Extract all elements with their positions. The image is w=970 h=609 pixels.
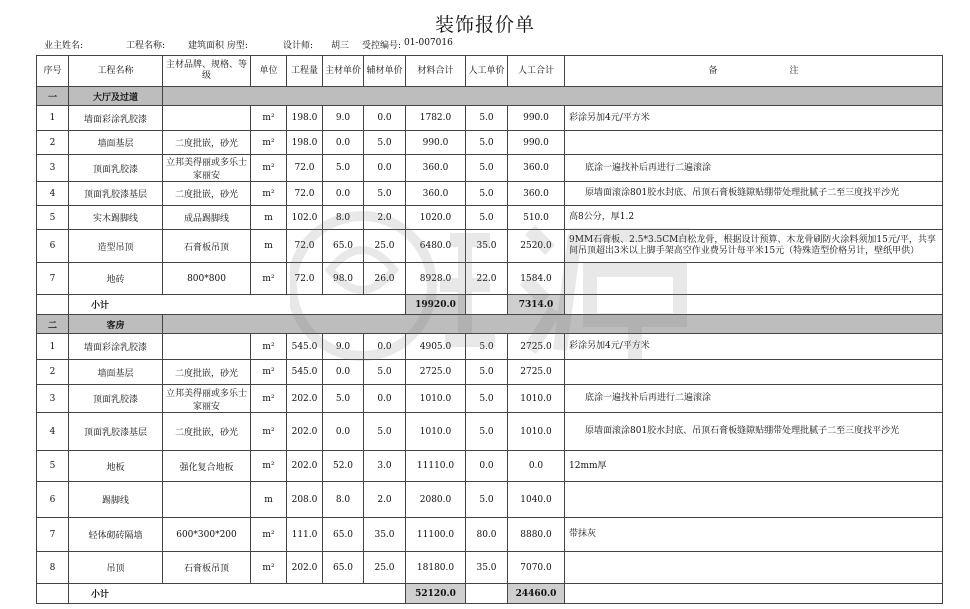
quote-table	[36, 55, 943, 604]
item-unit: m²	[251, 263, 287, 295]
item-name: 吊顶	[69, 552, 163, 584]
table-row	[37, 155, 943, 182]
table-row	[37, 360, 943, 385]
aux-material-price: 0.0	[364, 155, 406, 182]
section-fill	[163, 315, 943, 334]
section-name: 客房	[69, 315, 163, 334]
main-material-price: 52.0	[323, 451, 364, 482]
item-brand	[163, 106, 251, 131]
item-note	[565, 360, 943, 385]
material-total: 1010.0	[406, 413, 466, 451]
item-quantity: 208.0	[287, 482, 323, 518]
item-note: 底涂一遍找补后再进行二遍滚涂	[565, 385, 943, 413]
project-label: 工程名称:	[126, 41, 166, 51]
row-number: 2	[37, 360, 69, 385]
aux-material-price: 3.0	[364, 451, 406, 482]
aux-material-price: 5.0	[364, 182, 406, 206]
table-row	[37, 518, 943, 552]
item-brand: 强化复合地板	[163, 451, 251, 482]
labor-price: 35.0	[466, 230, 508, 263]
item-quantity: 72.0	[287, 263, 323, 295]
table-body	[37, 87, 943, 604]
aux-material-price: 5.0	[364, 131, 406, 155]
item-quantity: 545.0	[287, 334, 323, 360]
table-row	[37, 482, 943, 518]
material-total: 11110.0	[406, 451, 466, 482]
aux-material-price: 2.0	[364, 206, 406, 230]
col-header: 单位	[251, 56, 287, 87]
item-unit: m²	[251, 385, 287, 413]
item-note: 原墙面滚涂801胶水封底、吊顶石膏板缝隙贴绷带处理批腻子二至三度找平沙光	[565, 413, 943, 451]
item-quantity: 202.0	[287, 385, 323, 413]
item-note: 彩涂另加4元/平方米	[565, 334, 943, 360]
subtotal-labor: 7314.0	[508, 295, 565, 315]
main-material-price: 98.0	[323, 263, 364, 295]
item-brand: 800*800	[163, 263, 251, 295]
section-header-row	[37, 315, 943, 334]
main-material-price: 5.0	[323, 155, 364, 182]
col-header: 人工单价	[466, 56, 508, 87]
item-note	[565, 552, 943, 584]
table-row	[37, 413, 943, 451]
material-total: 11100.0	[406, 518, 466, 552]
item-unit: m²	[251, 131, 287, 155]
material-total: 18180.0	[406, 552, 466, 584]
item-quantity: 102.0	[287, 206, 323, 230]
item-note: 彩涂另加4元/平方米	[565, 106, 943, 131]
col-header: 备 注	[565, 56, 943, 87]
item-note: 9MM石膏板、2.5*3.5CM白松龙骨，根据设计预算、木龙骨刷防火涂料须加15元/平，共享间吊顶超出3米以上脚手架高空作业费另计每平米15元（特殊造型价格另计，壁纸甲供）	[565, 230, 943, 263]
col-header: 工程名称	[69, 56, 163, 87]
item-unit: m	[251, 482, 287, 518]
material-total: 6480.0	[406, 230, 466, 263]
material-total: 360.0	[406, 155, 466, 182]
item-name: 地砖	[69, 263, 163, 295]
item-unit: m²	[251, 518, 287, 552]
item-name: 踢脚线	[69, 482, 163, 518]
item-note	[565, 131, 943, 155]
labor-total: 1584.0	[508, 263, 565, 295]
item-brand: 二度批嵌，砂光	[163, 360, 251, 385]
labor-total: 1040.0	[508, 482, 565, 518]
item-brand: 二度批嵌，砂光	[163, 413, 251, 451]
labor-total: 990.0	[508, 131, 565, 155]
col-header: 主材品牌、规格、等级	[163, 56, 251, 87]
labor-price: 5.0	[466, 155, 508, 182]
col-header: 工程量	[287, 56, 323, 87]
item-quantity: 202.0	[287, 413, 323, 451]
main-material-price: 65.0	[323, 230, 364, 263]
row-number: 7	[37, 518, 69, 552]
table-row	[37, 182, 943, 206]
labor-total: 990.0	[508, 106, 565, 131]
row-number: 1	[37, 334, 69, 360]
labor-price: 5.0	[466, 482, 508, 518]
table-row	[37, 385, 943, 413]
col-header: 人工合计	[508, 56, 565, 87]
row-number: 7	[37, 263, 69, 295]
subtotal-blank	[37, 295, 69, 315]
item-brand	[163, 334, 251, 360]
aux-material-price: 5.0	[364, 360, 406, 385]
item-note: 带抹灰	[565, 518, 943, 552]
labor-price: 5.0	[466, 131, 508, 155]
labor-price: 5.0	[466, 206, 508, 230]
item-brand: 二度批嵌，砂光	[163, 131, 251, 155]
labor-total: 360.0	[508, 182, 565, 206]
item-note: 底涂一遍找补后再进行二遍滚涂	[565, 155, 943, 182]
labor-price: 35.0	[466, 552, 508, 584]
labor-total: 510.0	[508, 206, 565, 230]
main-material-price: 9.0	[323, 106, 364, 131]
item-unit: m	[251, 230, 287, 263]
row-number: 5	[37, 451, 69, 482]
item-quantity: 72.0	[287, 182, 323, 206]
designer-label: 设计师:	[283, 41, 314, 51]
item-brand	[163, 482, 251, 518]
control-number: 01-007016	[404, 38, 453, 48]
item-name: 顶面乳胶漆基层	[69, 182, 163, 206]
subtotal-blank	[466, 295, 508, 315]
col-header: 序号	[37, 56, 69, 87]
item-name: 造型吊顶	[69, 230, 163, 263]
item-unit: m²	[251, 360, 287, 385]
header-row	[37, 56, 943, 87]
item-name: 顶面乳胶漆	[69, 155, 163, 182]
labor-price: 0.0	[466, 451, 508, 482]
item-quantity: 111.0	[287, 518, 323, 552]
subtotal-labor: 24460.0	[508, 584, 565, 604]
table-row	[37, 106, 943, 131]
item-unit: m²	[251, 334, 287, 360]
col-header: 主材单价	[323, 56, 364, 87]
item-note: 12mm厚	[565, 451, 943, 482]
aux-material-price: 25.0	[364, 230, 406, 263]
item-name: 顶面乳胶漆基层	[69, 413, 163, 451]
labor-price: 5.0	[466, 106, 508, 131]
material-total: 4905.0	[406, 334, 466, 360]
main-material-price: 65.0	[323, 552, 364, 584]
section-header-row	[37, 87, 943, 106]
labor-total: 7070.0	[508, 552, 565, 584]
item-quantity: 72.0	[287, 230, 323, 263]
labor-price: 5.0	[466, 334, 508, 360]
row-number: 4	[37, 413, 69, 451]
item-unit: m²	[251, 155, 287, 182]
labor-price: 80.0	[466, 518, 508, 552]
labor-total: 8880.0	[508, 518, 565, 552]
subtotal-blank	[565, 584, 943, 604]
item-name: 墙面基层	[69, 131, 163, 155]
labor-total: 2725.0	[508, 360, 565, 385]
item-brand: 立邦美得丽或多乐士家丽安	[163, 385, 251, 413]
item-unit: m²	[251, 552, 287, 584]
row-number: 8	[37, 552, 69, 584]
item-name: 顶面乳胶漆	[69, 385, 163, 413]
subtotal-material: 52120.0	[406, 584, 466, 604]
subtotal-material: 19920.0	[406, 295, 466, 315]
material-total: 1020.0	[406, 206, 466, 230]
item-brand: 二度批嵌，砂光	[163, 182, 251, 206]
item-note	[565, 482, 943, 518]
labor-total: 360.0	[508, 155, 565, 182]
aux-material-price: 0.0	[364, 385, 406, 413]
item-quantity: 198.0	[287, 106, 323, 131]
material-total: 2080.0	[406, 482, 466, 518]
labor-price: 5.0	[466, 385, 508, 413]
item-brand: 石膏板吊顶	[163, 552, 251, 584]
main-material-price: 0.0	[323, 360, 364, 385]
labor-price: 22.0	[466, 263, 508, 295]
main-material-price: 65.0	[323, 518, 364, 552]
row-number: 2	[37, 131, 69, 155]
subtotal-label: 小计	[69, 295, 406, 315]
item-brand: 成品踢脚线	[163, 206, 251, 230]
item-unit: m²	[251, 106, 287, 131]
material-total: 1010.0	[406, 385, 466, 413]
table-row	[37, 263, 943, 295]
item-name: 地板	[69, 451, 163, 482]
item-quantity: 198.0	[287, 131, 323, 155]
item-note: 高8公分，厚1.2	[565, 206, 943, 230]
row-number: 4	[37, 182, 69, 206]
subtotal-row	[37, 295, 943, 315]
main-material-price: 0.0	[323, 413, 364, 451]
section-name: 大厅及过道	[69, 87, 163, 106]
labor-total: 2725.0	[508, 334, 565, 360]
item-brand: 立邦美得丽或多乐士家丽安	[163, 155, 251, 182]
item-unit: m²	[251, 451, 287, 482]
item-note	[565, 263, 943, 295]
aux-material-price: 35.0	[364, 518, 406, 552]
aux-material-price: 5.0	[364, 413, 406, 451]
row-number: 6	[37, 482, 69, 518]
subtotal-blank	[466, 584, 508, 604]
material-total: 990.0	[406, 131, 466, 155]
labor-price: 5.0	[466, 413, 508, 451]
labor-price: 5.0	[466, 360, 508, 385]
table-row	[37, 451, 943, 482]
row-number: 3	[37, 385, 69, 413]
designer-name: 胡三	[331, 41, 350, 51]
table-row	[37, 552, 943, 584]
main-material-price: 9.0	[323, 334, 364, 360]
table-row	[37, 334, 943, 360]
table-row	[37, 230, 943, 263]
item-quantity: 72.0	[287, 155, 323, 182]
item-name: 墙面彩涂乳胶漆	[69, 334, 163, 360]
item-quantity: 202.0	[287, 451, 323, 482]
labor-total: 2520.0	[508, 230, 565, 263]
aux-material-price: 0.0	[364, 334, 406, 360]
table-row	[37, 206, 943, 230]
control-label: 受控编号:	[362, 41, 402, 51]
subtotal-blank	[37, 584, 69, 604]
item-unit: m²	[251, 413, 287, 451]
section-number: 二	[37, 315, 69, 334]
row-number: 3	[37, 155, 69, 182]
owner-label: 业主姓名:	[44, 41, 84, 51]
item-name: 轻体砌砖隔墙	[69, 518, 163, 552]
item-brand: 600*300*200	[163, 518, 251, 552]
item-quantity: 545.0	[287, 360, 323, 385]
main-material-price: 5.0	[323, 385, 364, 413]
row-number: 5	[37, 206, 69, 230]
subtotal-row	[37, 584, 943, 604]
aux-material-price: 2.0	[364, 482, 406, 518]
row-number: 1	[37, 106, 69, 131]
labor-total: 0.0	[508, 451, 565, 482]
section-fill	[163, 87, 943, 106]
main-material-price: 0.0	[323, 182, 364, 206]
aux-material-price: 26.0	[364, 263, 406, 295]
row-number: 6	[37, 230, 69, 263]
page-title: 装饰报价单	[434, 14, 535, 36]
col-header: 辅材单价	[364, 56, 406, 87]
main-material-price: 8.0	[323, 206, 364, 230]
subtotal-blank	[565, 295, 943, 315]
item-quantity: 202.0	[287, 552, 323, 584]
table-row	[37, 131, 943, 155]
item-name: 实木踢脚线	[69, 206, 163, 230]
main-material-price: 8.0	[323, 482, 364, 518]
item-name: 墙面基层	[69, 360, 163, 385]
material-total: 2725.0	[406, 360, 466, 385]
item-unit: m²	[251, 182, 287, 206]
material-total: 1782.0	[406, 106, 466, 131]
item-note: 原墙面滚涂801胶水封底、吊顶石膏板缝隙贴绷带处理批腻子二至三度找平沙光	[565, 182, 943, 206]
aux-material-price: 0.0	[364, 106, 406, 131]
labor-total: 1010.0	[508, 385, 565, 413]
material-total: 360.0	[406, 182, 466, 206]
item-brand: 石膏板吊顶	[163, 230, 251, 263]
material-total: 8928.0	[406, 263, 466, 295]
labor-total: 1010.0	[508, 413, 565, 451]
subtotal-label: 小计	[69, 584, 406, 604]
col-header: 材料合计	[406, 56, 466, 87]
item-name: 墙面彩涂乳胶漆	[69, 106, 163, 131]
labor-price: 5.0	[466, 182, 508, 206]
item-unit: m	[251, 206, 287, 230]
main-material-price: 0.0	[323, 131, 364, 155]
aux-material-price: 25.0	[364, 552, 406, 584]
section-number: 一	[37, 87, 69, 106]
area-label: 建筑面积 房型:	[188, 41, 248, 51]
